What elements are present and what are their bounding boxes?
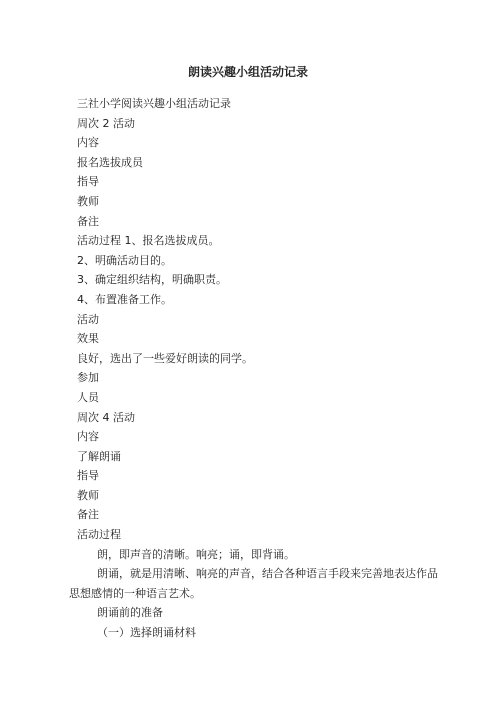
document-title: 朗读兴趣小组活动记录 [187, 65, 308, 79]
subsection-heading: （一）选择朗诵材料 [97, 626, 196, 640]
text-line: 备注 [77, 214, 99, 228]
text-line: 备注 [77, 508, 99, 522]
text-line: 内容 [77, 136, 99, 150]
text-line: 参加 [77, 371, 99, 385]
section-heading: 朗诵前的准备 [97, 606, 163, 620]
paragraph: 朗诵，就是用清晰、响亮的声音，结合各种语言手段来完善地表达作品思想感情的一种语言艺术。 [69, 567, 438, 600]
text-line: 2、明确活动目的。 [77, 253, 172, 267]
text-line: 指导 [77, 469, 99, 483]
text-line: 周次 2 活动 [77, 116, 135, 130]
text-line: 良好，选出了一些爱好朗读的同学。 [77, 351, 253, 365]
text-line: 三社小学阅读兴趣小组活动记录 [77, 97, 231, 110]
text-line: 4、布置准备工作。 [77, 292, 172, 306]
text-line: 活动 [77, 312, 99, 326]
text-line: 活动过程 [77, 528, 121, 542]
document-body [69, 94, 438, 643]
text-line: 效果 [77, 332, 99, 346]
text-line: 了解朗诵 [77, 449, 121, 463]
text-line: 活动过程 1、报名选拔成员。 [77, 234, 220, 248]
text-line: 教师 [77, 194, 99, 208]
text-line: 人员 [77, 390, 99, 404]
text-line: 3、确定组织结构，明确职责。 [77, 273, 227, 287]
text-line: 朗，即声音的清晰。响亮；诵，即背诵。 [97, 547, 295, 561]
text-line: 教师 [77, 488, 99, 502]
text-line: 指导 [77, 175, 99, 189]
text-line: 内容 [77, 430, 99, 444]
text-line: 周次 4 活动 [77, 410, 135, 424]
text-line: 报名选拔成员 [77, 155, 143, 169]
